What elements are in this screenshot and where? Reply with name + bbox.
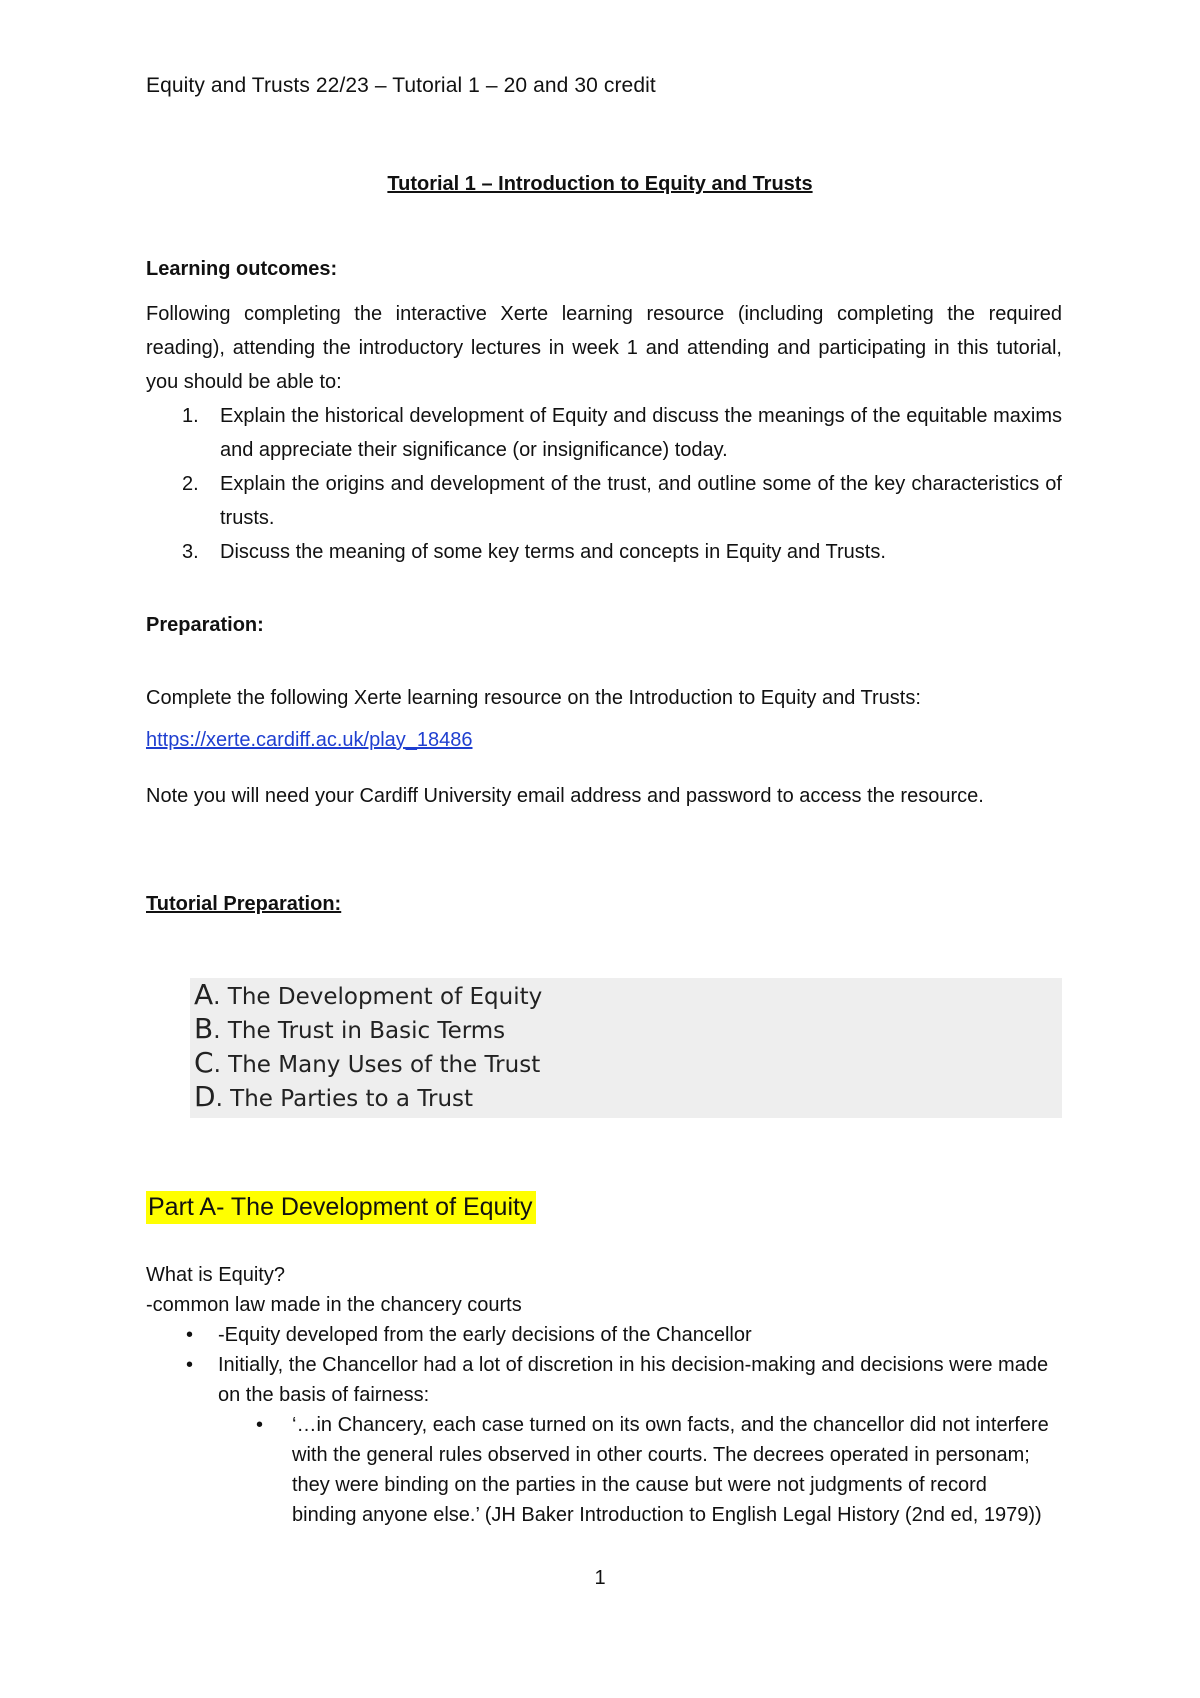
running-header: Equity and Trusts 22/23 – Tutorial 1 – 20 and 30 credit xyxy=(146,74,656,97)
list-item-text: -Equity developed from the early decisions of the Chancellor xyxy=(218,1324,752,1346)
topic-letter: A xyxy=(194,978,214,1011)
outcome-number: 3. xyxy=(182,541,199,563)
bullet-icon: • xyxy=(186,1354,194,1376)
list-item-text: Initially, the Chancellor had a lot of discretion in his decision-making and decisions were made on the basis of fairness: xyxy=(218,1354,1049,1406)
learning-outcomes-intro: Following completing the interactive Xerte learning resource (including completing the required reading), attending the introductory lectures in week 1 and attending and participating in this tutorial, you should be able to: xyxy=(146,303,1062,393)
topic-letter: D xyxy=(194,1080,216,1113)
topic-item-b xyxy=(194,1012,505,1045)
tutorial-preparation-heading: Tutorial Preparation: xyxy=(146,893,342,915)
page-title: Tutorial 1 – Introduction to Equity and Trusts xyxy=(387,173,813,195)
outcome-item xyxy=(146,467,1062,535)
page-number: 1 xyxy=(594,1567,606,1589)
list-item xyxy=(146,1320,1062,1350)
preparation-instruction: Complete the following Xerte learning resource on the Introduction to Equity and Trusts: xyxy=(146,687,921,709)
outcome-item xyxy=(146,399,1062,467)
topic-letter: B xyxy=(194,1012,214,1045)
xerte-resource-link[interactable]: https://xerte.cardiff.ac.uk/play_18486 xyxy=(146,729,473,751)
outcome-text: Explain the origins and development of the trust, and outline some of the key characteristics of trusts. xyxy=(220,473,1062,529)
bullet-list xyxy=(146,1320,1062,1410)
outcome-item xyxy=(146,535,1062,569)
tutorial-topics-box xyxy=(190,978,1062,1118)
topic-text: . The Many Uses of the Trust xyxy=(213,1052,541,1078)
preparation-heading: Preparation: xyxy=(146,614,264,636)
outcome-text: Discuss the meaning of some key terms and concepts in Equity and Trusts. xyxy=(220,541,886,563)
sub-list-item xyxy=(146,1410,1062,1530)
list-item xyxy=(146,1350,1062,1410)
bullet-icon: • xyxy=(256,1414,264,1436)
topic-text: . The Development of Equity xyxy=(213,984,543,1010)
sub-bullet-list xyxy=(146,1410,1062,1530)
quote-text: ‘…in Chancery, each case turned on its own facts, and the chancellor did not interfere with the general rules observed in other courts. The decrees operated in personam; they were binding on the parties in the cause but were not judgments of record binding anyone else.’ (JH Baker Introduction to English Legal History (2nd ed, 1979)) xyxy=(292,1414,1049,1526)
topic-letter: C xyxy=(194,1046,214,1079)
learning-outcomes-heading: Learning outcomes: xyxy=(146,258,338,280)
definition-line: -common law made in the chancery courts xyxy=(146,1294,522,1316)
question-text: What is Equity? xyxy=(146,1264,285,1286)
outcome-number: 2. xyxy=(182,473,199,495)
outcome-text: Explain the historical development of Equity and discuss the meanings of the equitable maxims and appreciate their significance (or insignificance) today. xyxy=(220,405,1062,461)
part-a-heading: Part A- The Development of Equity xyxy=(146,1191,536,1224)
topic-text: . The Trust in Basic Terms xyxy=(213,1018,506,1044)
topic-item-d xyxy=(194,1080,473,1113)
topic-item-c xyxy=(194,1046,540,1079)
topic-text: . The Parties to a Trust xyxy=(215,1086,474,1112)
outcome-number: 1. xyxy=(182,405,199,427)
preparation-note: Note you will need your Cardiff University email address and password to access the resource. xyxy=(146,785,984,807)
bullet-icon: • xyxy=(186,1324,194,1346)
learning-outcomes-list xyxy=(146,399,1062,569)
topic-item-a xyxy=(194,978,542,1011)
